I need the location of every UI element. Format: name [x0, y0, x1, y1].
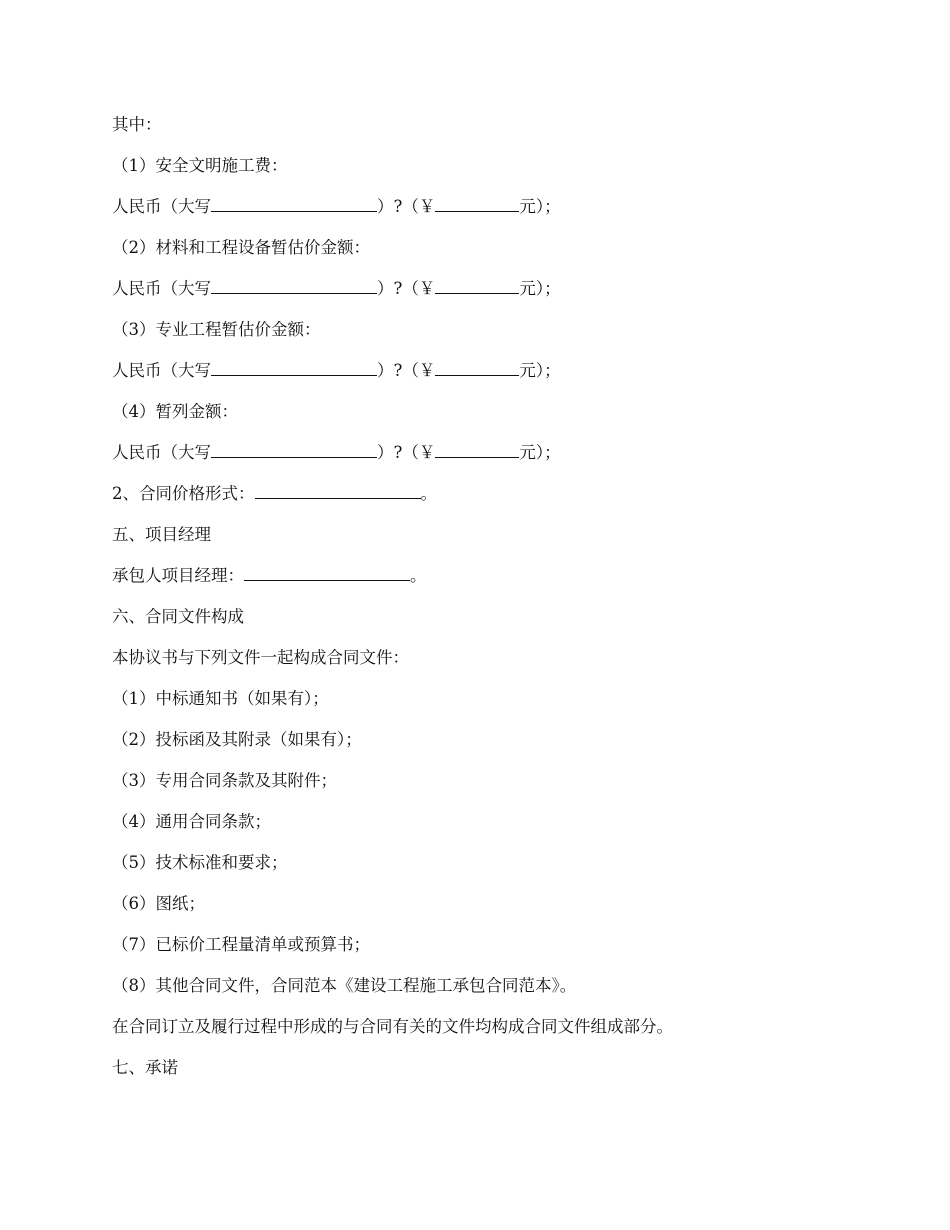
- document-list-item: （3）专用合同条款及其附件；: [112, 771, 337, 790]
- rmb-middle: ）?（￥: [377, 361, 436, 380]
- price-form-line: [112, 481, 852, 522]
- project-manager-label: 承包人项目经理：: [112, 566, 244, 585]
- rmb-middle: ）?（￥: [377, 443, 436, 462]
- price-form-end: 。: [420, 484, 437, 503]
- price-form-blank: [255, 481, 421, 499]
- rmb-prefix: 人民币（大写: [112, 443, 211, 462]
- heading-among: 其中：: [112, 115, 162, 134]
- document-list-item: （6）图纸；: [112, 894, 205, 913]
- rmb-suffix: 元）；: [519, 197, 561, 216]
- rmb-suffix: 元）；: [519, 279, 561, 298]
- amount-words-blank: [211, 276, 377, 294]
- section6-title: 六、合同文件构成: [112, 607, 244, 626]
- rmb-middle: ）?（￥: [377, 197, 436, 216]
- rmb-suffix: 元）；: [519, 361, 561, 380]
- document-list-item: （1）中标通知书（如果有）；: [112, 689, 329, 708]
- project-manager-end: 。: [410, 566, 427, 585]
- amount-figures-blank: [435, 276, 519, 294]
- fee-item-label: （3）专业工程暂估价金额：: [112, 320, 321, 339]
- document-list-item: （2）投标函及其附录（如果有）；: [112, 730, 362, 749]
- section7-title: 七、承诺: [112, 1058, 178, 1077]
- amount-words-blank: [211, 440, 377, 458]
- rmb-amount-line: [112, 276, 852, 317]
- closing-text: 在合同订立及履行过程中形成的与合同有关的文件均构成合同文件组成部分。: [112, 1017, 673, 1036]
- amount-words-blank: [211, 358, 377, 376]
- rmb-prefix: 人民币（大写: [112, 279, 211, 298]
- rmb-amount-line: [112, 440, 852, 481]
- amount-figures-blank: [435, 440, 519, 458]
- rmb-amount-line: [112, 358, 852, 399]
- document-list-item: （5）技术标准和要求；: [112, 853, 288, 872]
- fee-item-label: （2）材料和工程设备暂估价金额：: [112, 238, 370, 257]
- fee-item-label: （1）安全文明施工费：: [112, 156, 288, 175]
- project-manager-blank: [244, 563, 410, 581]
- fee-item-label: （4）暂列金额：: [112, 402, 238, 421]
- amount-words-blank: [211, 194, 377, 212]
- document-list-item: （4）通用合同条款；: [112, 812, 271, 831]
- rmb-suffix: 元）；: [519, 443, 561, 462]
- price-form-label: 2、合同价格形式：: [112, 484, 255, 503]
- section6-intro: 本协议书与下列文件一起构成合同文件：: [112, 648, 409, 667]
- rmb-prefix: 人民币（大写: [112, 197, 211, 216]
- document-body: [112, 112, 852, 1096]
- rmb-middle: ）?（￥: [377, 279, 436, 298]
- document-list-item: （7）已标价工程量清单或预算书；: [112, 935, 370, 954]
- rmb-prefix: 人民币（大写: [112, 361, 211, 380]
- document-list-item: （8）其他合同文件，合同范本《建设工程施工承包合同范本》。: [112, 976, 577, 995]
- rmb-amount-line: [112, 194, 852, 235]
- amount-figures-blank: [435, 194, 519, 212]
- section5-title: 五、项目经理: [112, 525, 211, 544]
- project-manager-line: [112, 563, 852, 604]
- amount-figures-blank: [435, 358, 519, 376]
